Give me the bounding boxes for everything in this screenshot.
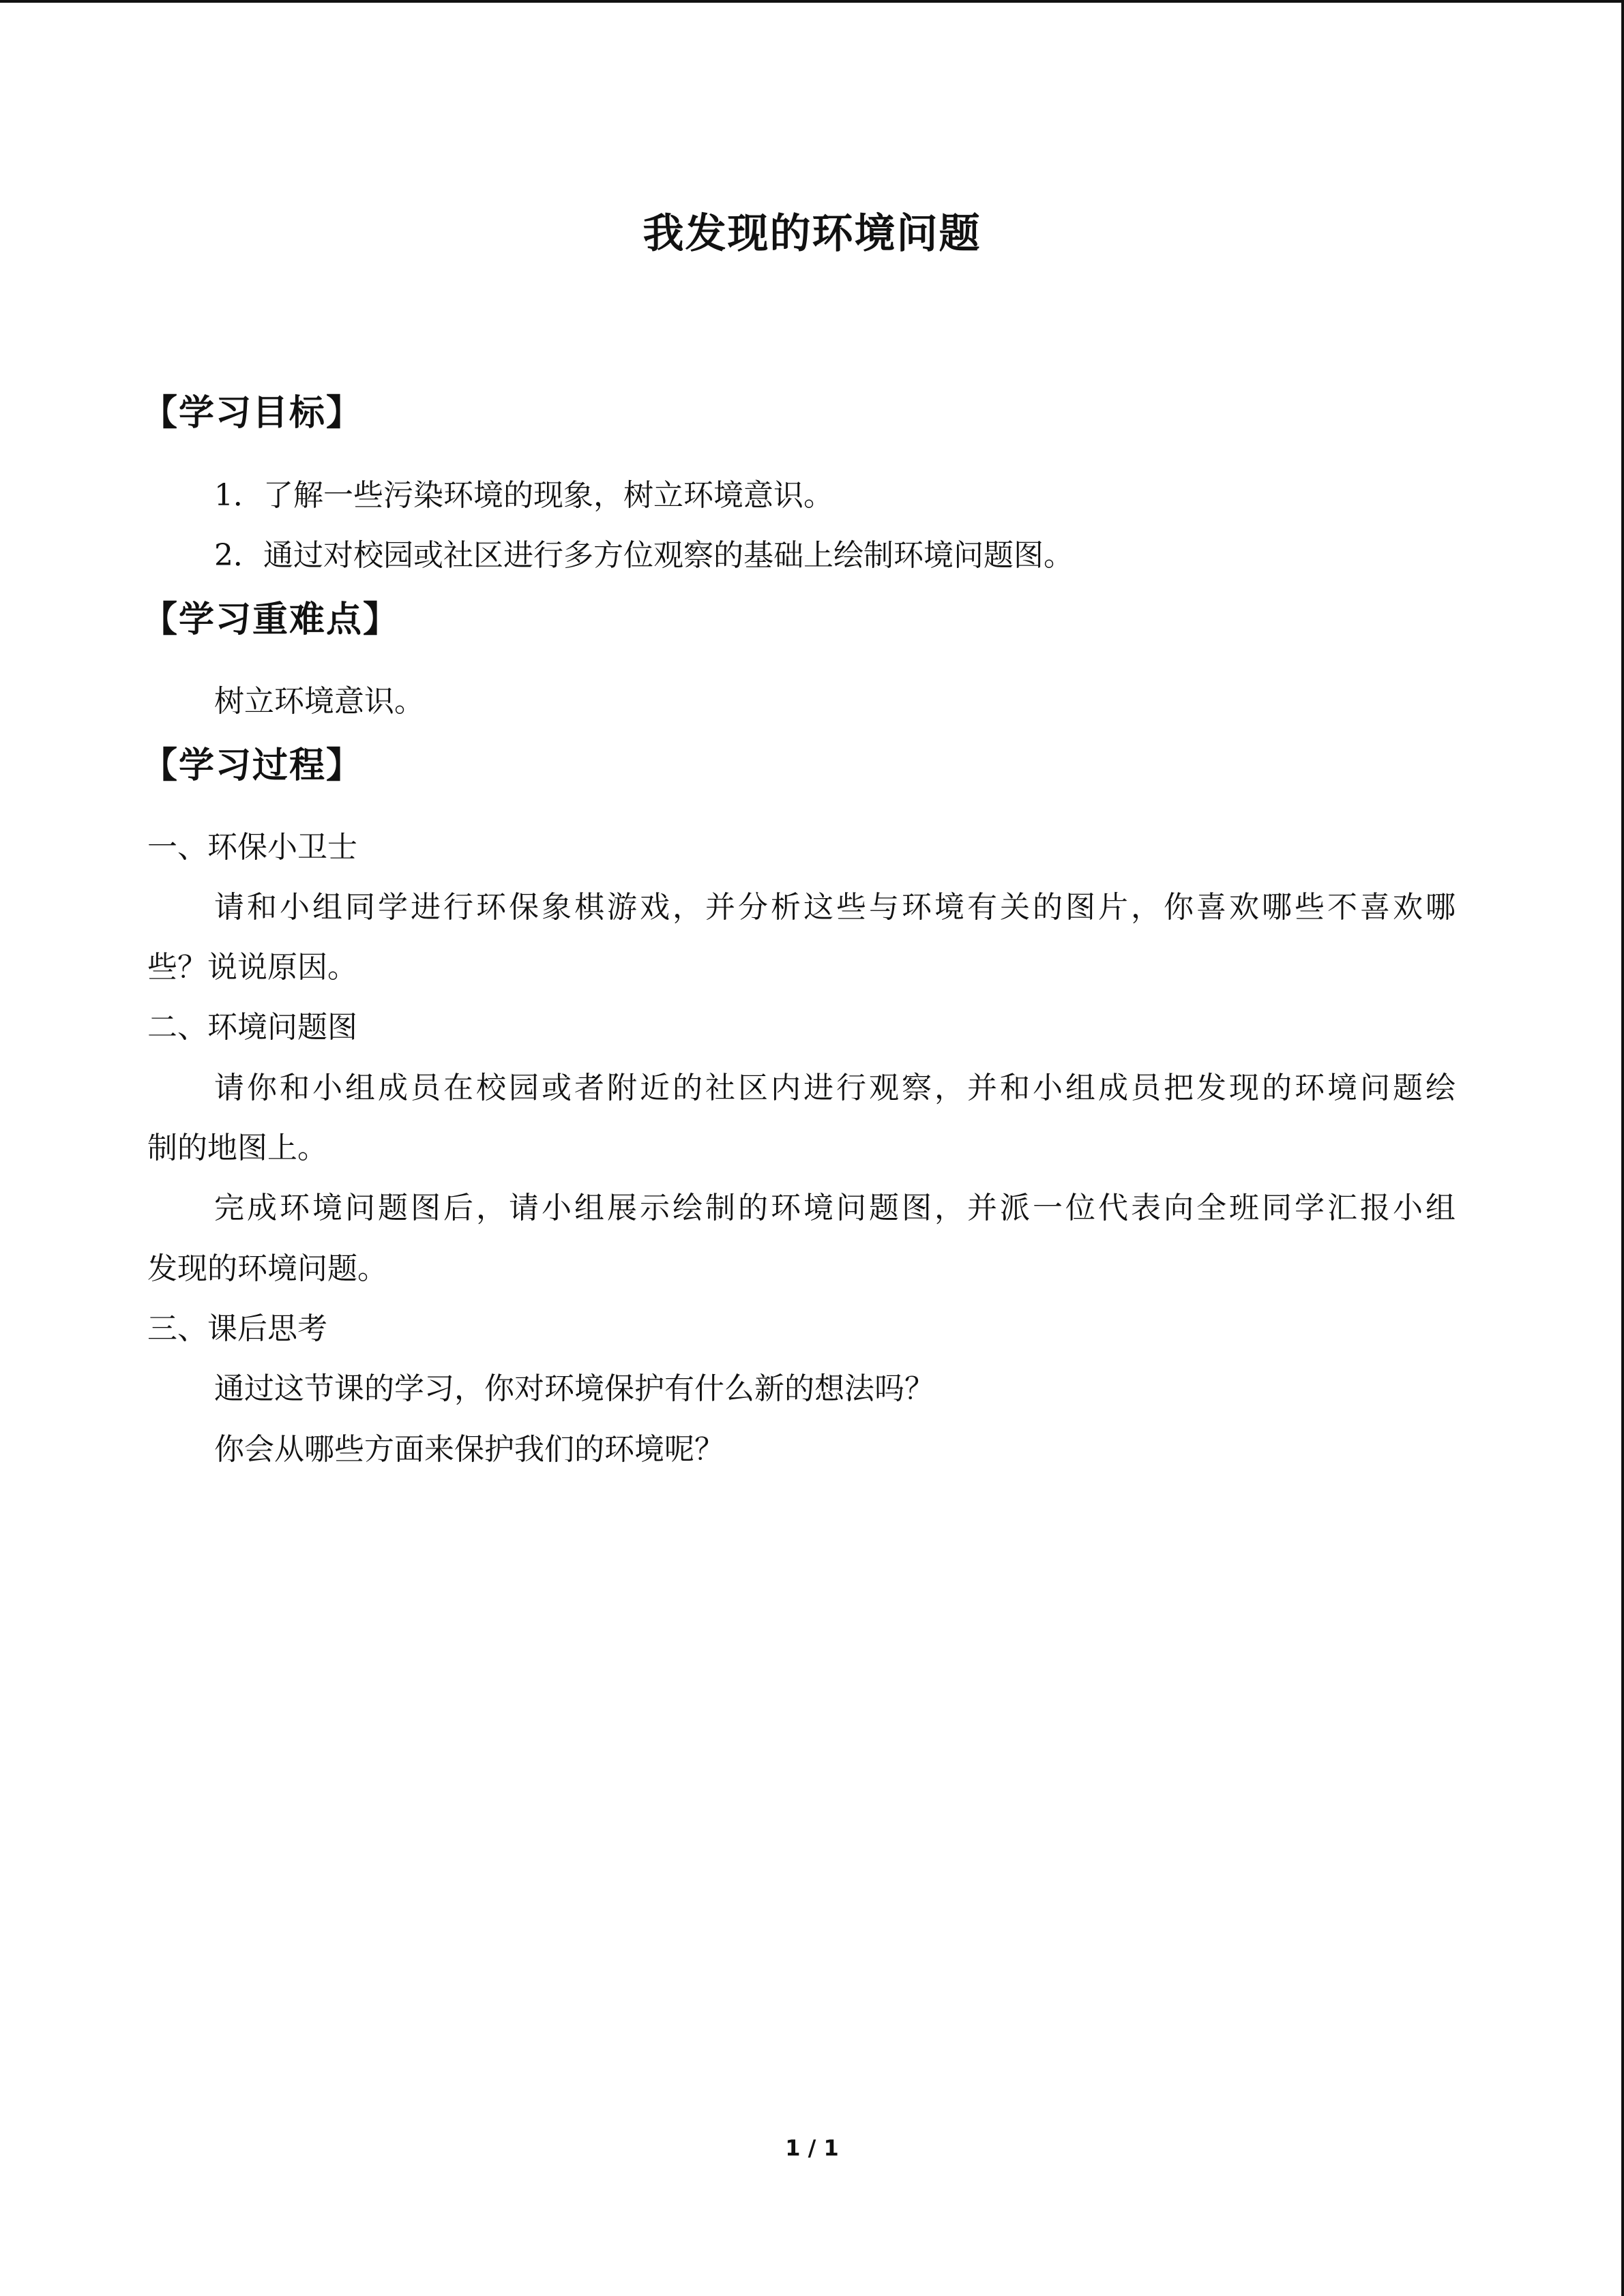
paragraph-part-2b-line-2: 发现的环境问题。	[147, 1251, 387, 1286]
key-point-item: 树立环境意识。	[214, 684, 424, 719]
section-heading-objectives: 【学习目标】	[142, 393, 364, 434]
subheading-part-3: 三、课后思考	[147, 1311, 327, 1346]
subheading-part-1: 一、环保小卫士	[147, 830, 357, 865]
objective-item-1: 1．了解一些污染环境的现象，树立环境意识。	[214, 478, 833, 513]
page-number: 1 / 1	[785, 2135, 839, 2161]
paragraph-part-2b-line-1: 完成环境问题图后，请小组展示绘制的环境问题图，并派一位代表向全班同学汇报小组	[214, 1191, 1456, 1225]
section-heading-key-points: 【学习重难点】	[142, 599, 400, 640]
objective-item-2: 2．通过对校园或社区进行多方位观察的基础上绘制环境问题图。	[214, 538, 1074, 573]
paragraph-part-2a-line-1: 请你和小组成员在校园或者附近的社区内进行观察，并和小组成员把发现的环境问题绘	[214, 1071, 1456, 1105]
page-title: 我发现的环境问题	[643, 210, 981, 258]
paragraph-part-3-line-1: 通过这节课的学习，你对环境保护有什么新的想法吗？	[214, 1371, 934, 1406]
page-border-right	[1621, 0, 1624, 2296]
page-border-top	[0, 0, 1624, 3]
section-heading-process: 【学习过程】	[142, 745, 364, 786]
paragraph-part-1-line-1: 请和小组同学进行环保象棋游戏，并分析这些与环境有关的图片，你喜欢哪些不喜欢哪	[214, 890, 1456, 925]
subheading-part-2: 二、环境问题图	[147, 1010, 357, 1045]
paragraph-part-1-line-2: 些？说说原因。	[147, 950, 357, 985]
paragraph-part-2a-line-2: 制的地图上。	[147, 1131, 327, 1165]
paragraph-part-3-line-2: 你会从哪些方面来保护我们的环境呢？	[214, 1432, 724, 1467]
